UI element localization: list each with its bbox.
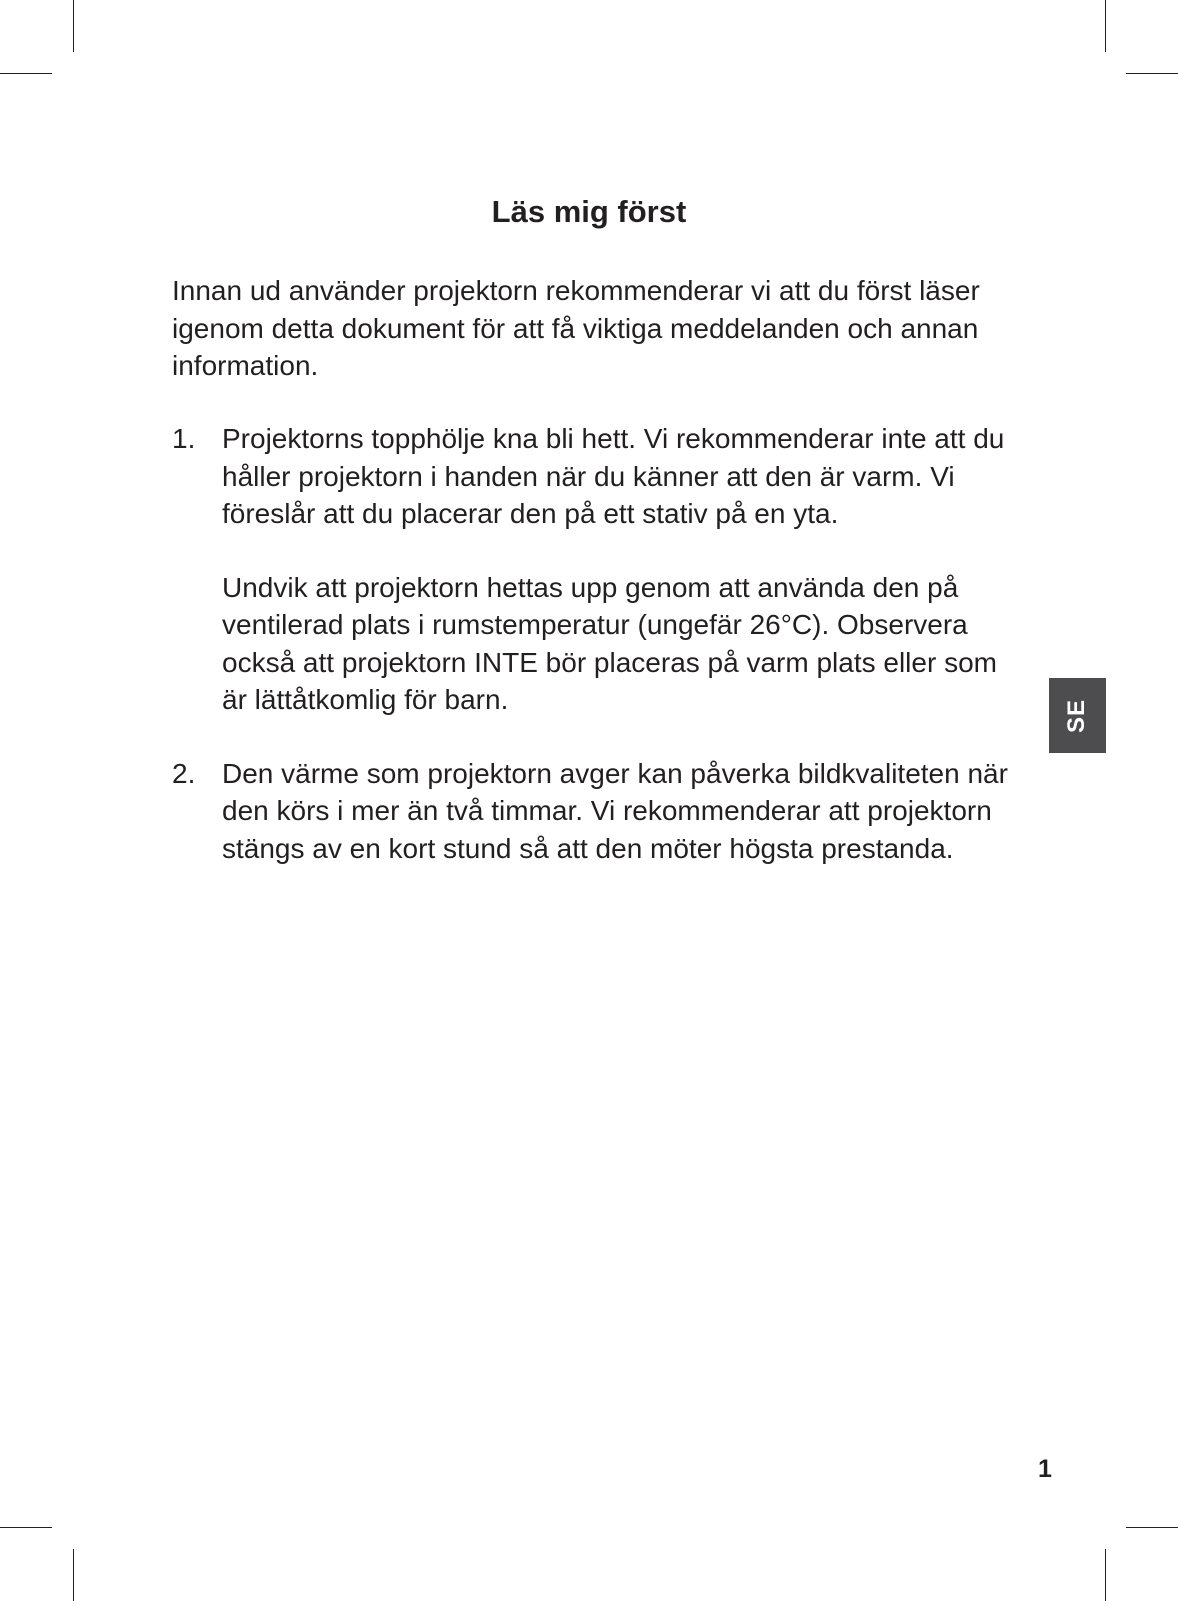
crop-mark bbox=[73, 1549, 74, 1601]
crop-mark bbox=[1126, 73, 1178, 74]
crop-mark bbox=[1105, 1549, 1106, 1601]
crop-mark bbox=[1105, 0, 1106, 52]
page-title: Läs mig först bbox=[491, 194, 687, 229]
list-item bbox=[172, 755, 1022, 868]
list-item-paragraph: Projektorns topphölje kna bli hett. Vi rekommenderar inte att du håller projektorn i handen när du känner att den är varm. Vi föreslår att du placerar den på ett stativ på en yta. bbox=[222, 423, 1005, 529]
crop-mark bbox=[1126, 1527, 1178, 1528]
list-item-number: 1. bbox=[172, 423, 196, 454]
crop-mark bbox=[0, 73, 52, 74]
crop-mark bbox=[0, 1527, 52, 1528]
crop-mark bbox=[73, 0, 74, 52]
language-tab-label: SE bbox=[1063, 698, 1091, 733]
page-number: 1 bbox=[1038, 1455, 1052, 1483]
list-item-paragraph: Den värme som projektorn avger kan påverka bildkvaliteten när den körs i mer än två timmar. Vi rekommenderar att projektorn stängs av en kort stund så att den möter högsta prestanda. bbox=[222, 757, 1008, 864]
notice-list bbox=[172, 420, 1022, 867]
language-tab bbox=[1049, 678, 1106, 753]
intro-paragraph: Innan ud använder projektorn rekommenderar vi att du först läser igenom detta dokument för att få viktiga meddelanden och annan information. bbox=[172, 275, 980, 381]
list-item-number: 2. bbox=[172, 757, 196, 789]
list-item-paragraph: Undvik att projektorn hettas upp genom att använda den på ventilerad plats i rumstemperatur (ungefär 26°C). Observera också att projektorn INTE bör placeras på varm plats eller som är lättåtkomlig för barn. bbox=[222, 571, 997, 715]
list-item bbox=[172, 420, 1022, 719]
